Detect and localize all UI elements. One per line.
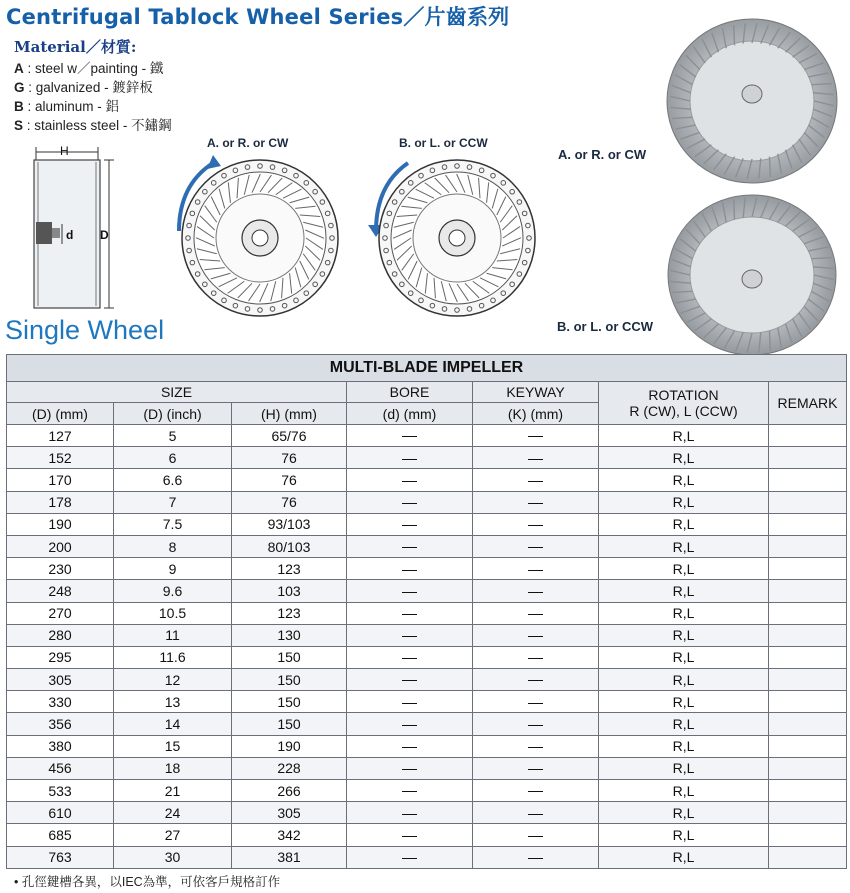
dash-icon	[528, 725, 543, 726]
cell-rotation: R,L	[599, 624, 769, 646]
cell-remark	[769, 513, 847, 535]
cell-rotation: R,L	[599, 558, 769, 580]
d-inch-header: (D) (inch)	[114, 403, 232, 425]
cell-keyway	[473, 535, 599, 557]
rotation-title: ROTATION	[648, 387, 719, 403]
cell-keyway	[473, 425, 599, 447]
table-row	[7, 491, 847, 513]
cell-d-mm: 152	[7, 447, 114, 469]
cell-d-mm: 230	[7, 558, 114, 580]
cell-remark	[769, 735, 847, 757]
dash-icon	[528, 658, 543, 659]
dash-icon	[528, 791, 543, 792]
cell-rotation: R,L	[599, 802, 769, 824]
cell-h-mm: 150	[232, 669, 347, 691]
material-code: B	[14, 99, 24, 114]
cell-remark	[769, 646, 847, 668]
cell-bore	[347, 602, 473, 624]
table-title: MULTI-BLADE IMPELLER	[7, 355, 847, 382]
cell-d-inch: 5	[114, 425, 232, 447]
cell-h-mm: 266	[232, 780, 347, 802]
dimension-diagram	[14, 140, 124, 315]
material-list	[14, 59, 172, 135]
table-row	[7, 646, 847, 668]
cell-keyway	[473, 513, 599, 535]
dash-icon	[402, 725, 417, 726]
dash-icon	[402, 503, 417, 504]
cell-keyway	[473, 802, 599, 824]
cell-d-mm: 533	[7, 780, 114, 802]
cw-photo-caption: A. or R. or CW	[558, 147, 647, 162]
cell-bore	[347, 846, 473, 868]
footnote: • 孔徑鍵槽各異，以IEC為準，可依客戶規格訂作	[14, 875, 281, 889]
material-item: B : aluminum - 鋁	[14, 99, 120, 114]
bore-mm-header: (d) (mm)	[347, 403, 473, 425]
dash-icon	[402, 747, 417, 748]
dash-icon	[402, 481, 417, 482]
table-row	[7, 757, 847, 779]
cw-wheel-photo	[664, 16, 839, 186]
cell-bore	[347, 713, 473, 735]
cell-d-mm: 190	[7, 513, 114, 535]
cell-bore	[347, 780, 473, 802]
table-row	[7, 513, 847, 535]
section-title: Single Wheel	[5, 315, 165, 345]
cell-rotation: R,L	[599, 735, 769, 757]
cell-rotation: R,L	[599, 757, 769, 779]
material-item: G : galvanized - 鍍鋅板	[14, 80, 153, 95]
cell-remark	[769, 691, 847, 713]
cell-remark	[769, 846, 847, 868]
material-code: G	[14, 80, 25, 95]
cell-rotation: R,L	[599, 469, 769, 491]
cell-d-mm: 456	[7, 757, 114, 779]
cell-h-mm: 381	[232, 846, 347, 868]
cell-d-inch: 13	[114, 691, 232, 713]
cw-wheel-drawing	[165, 133, 340, 318]
cell-remark	[769, 447, 847, 469]
cell-keyway	[473, 846, 599, 868]
cell-keyway	[473, 780, 599, 802]
table-row	[7, 713, 847, 735]
cell-h-mm: 123	[232, 602, 347, 624]
cell-keyway	[473, 469, 599, 491]
dash-icon	[528, 614, 543, 615]
cell-remark	[769, 580, 847, 602]
table-row	[7, 425, 847, 447]
cell-bore	[347, 669, 473, 691]
cell-d-mm: 763	[7, 846, 114, 868]
cell-d-mm: 305	[7, 669, 114, 691]
h-mm-header: (H) (mm)	[232, 403, 347, 425]
cell-d-inch: 8	[114, 535, 232, 557]
cell-d-mm: 380	[7, 735, 114, 757]
cell-bore	[347, 802, 473, 824]
cell-h-mm: 305	[232, 802, 347, 824]
cell-h-mm: 228	[232, 757, 347, 779]
cell-remark	[769, 713, 847, 735]
cell-bore	[347, 580, 473, 602]
cell-d-inch: 18	[114, 757, 232, 779]
table-row	[7, 624, 847, 646]
cell-bore	[347, 757, 473, 779]
table-row	[7, 558, 847, 580]
cell-keyway	[473, 735, 599, 757]
cell-remark	[769, 425, 847, 447]
table-row	[7, 735, 847, 757]
dash-icon	[528, 503, 543, 504]
cell-remark	[769, 624, 847, 646]
dash-icon	[402, 636, 417, 637]
material-code: S	[14, 118, 24, 133]
cell-bore	[347, 491, 473, 513]
keyway-header: KEYWAY	[473, 382, 599, 403]
cell-keyway	[473, 580, 599, 602]
table-body	[7, 425, 847, 869]
cell-remark	[769, 535, 847, 557]
dash-icon	[528, 547, 543, 548]
cell-h-mm: 65/76	[232, 425, 347, 447]
cell-keyway	[473, 602, 599, 624]
cell-keyway	[473, 646, 599, 668]
cell-remark	[769, 602, 847, 624]
material-heading: Material／材質:	[14, 38, 137, 56]
cell-d-inch: 6	[114, 447, 232, 469]
cell-remark	[769, 558, 847, 580]
cell-d-inch: 21	[114, 780, 232, 802]
cell-h-mm: 76	[232, 491, 347, 513]
cell-bore	[347, 558, 473, 580]
cell-bore	[347, 469, 473, 491]
cell-h-mm: 93/103	[232, 513, 347, 535]
dash-icon	[402, 570, 417, 571]
cell-h-mm: 76	[232, 447, 347, 469]
dash-icon	[528, 769, 543, 770]
cell-keyway	[473, 824, 599, 846]
table-row	[7, 580, 847, 602]
cell-rotation: R,L	[599, 602, 769, 624]
cell-bore	[347, 646, 473, 668]
cell-bore	[347, 735, 473, 757]
cell-rotation: R,L	[599, 691, 769, 713]
cell-bore	[347, 691, 473, 713]
cell-d-inch: 14	[114, 713, 232, 735]
dash-icon	[528, 703, 543, 704]
material-code: A	[14, 61, 24, 76]
dash-icon	[402, 680, 417, 681]
cell-keyway	[473, 713, 599, 735]
cell-keyway	[473, 624, 599, 646]
table-row	[7, 469, 847, 491]
cell-d-mm: 685	[7, 824, 114, 846]
dash-icon	[402, 791, 417, 792]
dash-icon	[402, 769, 417, 770]
dash-icon	[402, 436, 417, 437]
cell-d-inch: 7	[114, 491, 232, 513]
cell-rotation: R,L	[599, 713, 769, 735]
cell-rotation: R,L	[599, 580, 769, 602]
cell-remark	[769, 757, 847, 779]
cell-keyway	[473, 691, 599, 713]
cell-d-inch: 24	[114, 802, 232, 824]
cell-d-mm: 248	[7, 580, 114, 602]
cell-d-mm: 270	[7, 602, 114, 624]
page-title: Centrifugal Tablock Wheel Series／片齒系列	[6, 5, 510, 29]
dash-icon	[402, 836, 417, 837]
cell-d-inch: 6.6	[114, 469, 232, 491]
dash-icon	[528, 858, 543, 859]
impeller-table	[6, 354, 847, 869]
material-item: S : stainless steel - 不鏽鋼	[14, 118, 172, 133]
table-row	[7, 846, 847, 868]
ccw-wheel-drawing	[362, 133, 537, 318]
table-row	[7, 669, 847, 691]
cell-h-mm: 103	[232, 580, 347, 602]
cell-remark	[769, 669, 847, 691]
cell-d-mm: 356	[7, 713, 114, 735]
cell-bore	[347, 447, 473, 469]
cell-rotation: R,L	[599, 491, 769, 513]
cell-h-mm: 76	[232, 469, 347, 491]
cell-rotation: R,L	[599, 669, 769, 691]
cell-d-inch: 15	[114, 735, 232, 757]
cell-bore	[347, 824, 473, 846]
hub-block	[36, 222, 52, 244]
cell-rotation: R,L	[599, 846, 769, 868]
material-text: galvanized - 鍍鋅板	[35, 80, 153, 95]
size-header: SIZE	[7, 382, 347, 403]
cell-h-mm: 130	[232, 624, 347, 646]
dash-icon	[528, 436, 543, 437]
ccw-wheel-caption: B. or L. or CCW	[399, 136, 488, 150]
cell-d-mm: 280	[7, 624, 114, 646]
cell-d-inch: 12	[114, 669, 232, 691]
dash-icon	[528, 592, 543, 593]
cell-bore	[347, 425, 473, 447]
cell-rotation: R,L	[599, 780, 769, 802]
table-row	[7, 535, 847, 557]
dash-icon	[528, 525, 543, 526]
cell-rotation: R,L	[599, 646, 769, 668]
big-d-label: D	[100, 228, 109, 242]
dash-icon	[528, 680, 543, 681]
table-row	[7, 602, 847, 624]
cell-d-inch: 10.5	[114, 602, 232, 624]
cell-remark	[769, 780, 847, 802]
table-row	[7, 802, 847, 824]
cell-d-mm: 330	[7, 691, 114, 713]
cell-h-mm: 123	[232, 558, 347, 580]
small-d-label: d	[66, 228, 74, 242]
cell-d-inch: 11	[114, 624, 232, 646]
cell-remark	[769, 802, 847, 824]
cell-h-mm: 150	[232, 691, 347, 713]
dash-icon	[528, 481, 543, 482]
table-row	[7, 824, 847, 846]
keyway-mm-header: (K) (mm)	[473, 403, 599, 425]
cell-rotation: R,L	[599, 513, 769, 535]
cell-bore	[347, 624, 473, 646]
ccw-photo-caption: B. or L. or CCW	[557, 319, 654, 334]
cell-d-inch: 11.6	[114, 646, 232, 668]
cell-keyway	[473, 669, 599, 691]
cell-d-mm: 178	[7, 491, 114, 513]
cell-d-mm: 170	[7, 469, 114, 491]
h-label: H	[60, 144, 69, 158]
cell-bore	[347, 535, 473, 557]
table-row	[7, 780, 847, 802]
cell-d-inch: 7.5	[114, 513, 232, 535]
dash-icon	[528, 814, 543, 815]
dash-icon	[402, 525, 417, 526]
remark-header: REMARK	[769, 382, 847, 425]
dash-icon	[402, 858, 417, 859]
dash-icon	[402, 614, 417, 615]
cell-rotation: R,L	[599, 535, 769, 557]
cell-d-mm: 127	[7, 425, 114, 447]
cell-remark	[769, 469, 847, 491]
cell-rotation: R,L	[599, 447, 769, 469]
cell-keyway	[473, 757, 599, 779]
dash-icon	[402, 703, 417, 704]
rotation-subtitle: R (CW), L (CCW)	[629, 403, 738, 419]
cell-remark	[769, 824, 847, 846]
cell-d-mm: 295	[7, 646, 114, 668]
cell-d-inch: 27	[114, 824, 232, 846]
ccw-wheel-photo	[664, 193, 839, 363]
material-text: steel w／painting - 鐵	[35, 61, 164, 76]
cell-h-mm: 342	[232, 824, 347, 846]
cell-keyway	[473, 558, 599, 580]
table-row	[7, 691, 847, 713]
cell-h-mm: 150	[232, 713, 347, 735]
cell-rotation: R,L	[599, 824, 769, 846]
cell-bore	[347, 513, 473, 535]
dash-icon	[528, 570, 543, 571]
cell-d-mm: 200	[7, 535, 114, 557]
dash-icon	[402, 459, 417, 460]
dash-icon	[528, 636, 543, 637]
cell-rotation: R,L	[599, 425, 769, 447]
material-item: A : steel w／painting - 鐵	[14, 61, 164, 76]
dash-icon	[402, 592, 417, 593]
cell-d-inch: 9.6	[114, 580, 232, 602]
cell-keyway	[473, 447, 599, 469]
cell-d-inch: 30	[114, 846, 232, 868]
dash-icon	[402, 547, 417, 548]
d-mm-header: (D) (mm)	[7, 403, 114, 425]
dash-icon	[528, 459, 543, 460]
dash-icon	[402, 814, 417, 815]
cell-d-inch: 9	[114, 558, 232, 580]
cell-d-mm: 610	[7, 802, 114, 824]
cell-h-mm: 150	[232, 646, 347, 668]
cell-keyway	[473, 491, 599, 513]
cell-h-mm: 80/103	[232, 535, 347, 557]
cw-wheel-caption: A. or R. or CW	[207, 136, 289, 150]
rotation-header	[599, 382, 769, 425]
material-text: stainless steel - 不鏽鋼	[34, 118, 172, 133]
material-text: aluminum - 鋁	[35, 99, 120, 114]
dash-icon	[528, 836, 543, 837]
dash-icon	[402, 658, 417, 659]
cell-remark	[769, 491, 847, 513]
cell-h-mm: 190	[232, 735, 347, 757]
bore-header: BORE	[347, 382, 473, 403]
table-row	[7, 447, 847, 469]
dash-icon	[528, 747, 543, 748]
